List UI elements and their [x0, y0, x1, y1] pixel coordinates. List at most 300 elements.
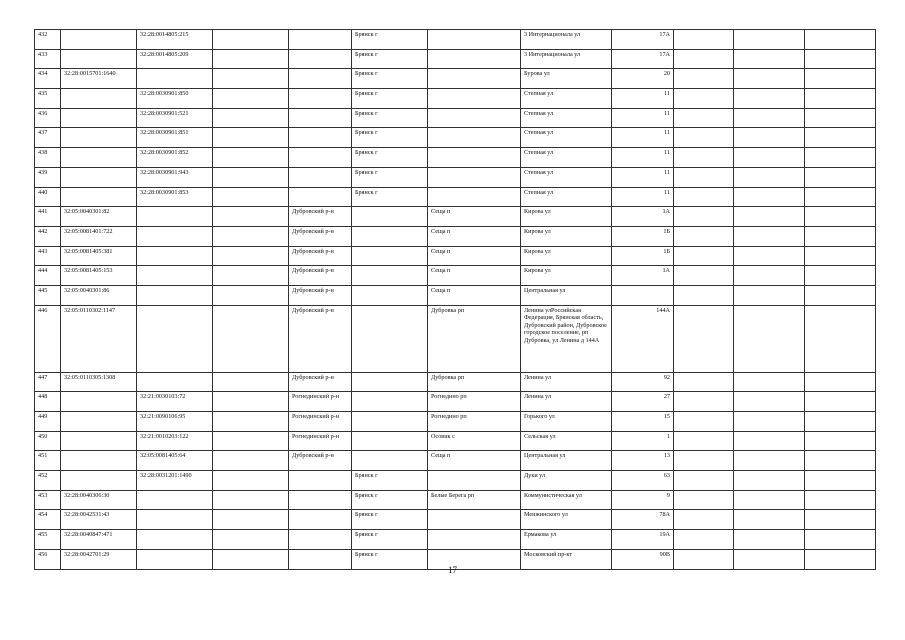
empty-cell	[734, 167, 805, 187]
house-number-cell: 1А	[612, 207, 674, 227]
empty-cell	[213, 530, 289, 550]
district-cell: Рогнединский р-н	[289, 431, 352, 451]
cadastral-number-cell: 32:05:0081401:722	[61, 226, 137, 246]
empty-cell	[805, 471, 876, 491]
building-cadastral-number-cell: 32:28:0030901:853	[137, 187, 213, 207]
building-cadastral-number-cell: 32:28:0031201:1490	[137, 471, 213, 491]
empty-cell	[734, 246, 805, 266]
district-cell: Рогнединский р-н	[289, 392, 352, 412]
empty-cell	[213, 187, 289, 207]
empty-cell	[674, 69, 734, 89]
empty-cell	[213, 372, 289, 392]
house-number-cell: 78А	[612, 510, 674, 530]
empty-cell	[805, 431, 876, 451]
empty-cell	[213, 285, 289, 305]
empty-cell	[213, 30, 289, 50]
empty-cell	[213, 266, 289, 286]
empty-cell	[674, 49, 734, 69]
empty-cell	[213, 305, 289, 372]
registry-table	[34, 29, 876, 570]
table-row	[35, 226, 876, 246]
cadastral-number-cell: 32:28:0042531:43	[61, 510, 137, 530]
district-cell	[289, 108, 352, 128]
empty-cell	[674, 431, 734, 451]
empty-cell	[213, 392, 289, 412]
table-row	[35, 471, 876, 491]
district-cell	[289, 30, 352, 50]
house-number-cell: 90В	[612, 549, 674, 569]
building-cadastral-number-cell: 32:21:0030103:72	[137, 392, 213, 412]
settlement-cell: Рогнедино рп	[428, 412, 521, 432]
empty-cell	[674, 207, 734, 227]
street-cell: Горького ул	[521, 412, 612, 432]
empty-cell	[674, 89, 734, 109]
empty-cell	[674, 490, 734, 510]
empty-cell	[734, 108, 805, 128]
empty-cell	[213, 510, 289, 530]
row-number-cell: 432	[35, 30, 61, 50]
street-cell: Кирова ул	[521, 207, 612, 227]
row-number-cell: 433	[35, 49, 61, 69]
empty-cell	[805, 207, 876, 227]
house-number-cell: 17А	[612, 30, 674, 50]
building-cadastral-number-cell: 32:28:0030901:850	[137, 89, 213, 109]
cadastral-number-cell	[61, 412, 137, 432]
empty-cell	[674, 372, 734, 392]
row-number-cell: 442	[35, 226, 61, 246]
table-row	[35, 392, 876, 412]
empty-cell	[213, 148, 289, 168]
district-cell	[289, 69, 352, 89]
cadastral-number-cell: 32:05:0040301:86	[61, 285, 137, 305]
street-cell: Ленина ул	[521, 392, 612, 412]
cadastral-number-cell: 32:28:0040847:471	[61, 530, 137, 550]
street-cell: Степная ул	[521, 187, 612, 207]
table-row	[35, 305, 876, 372]
empty-cell	[805, 226, 876, 246]
empty-cell	[734, 305, 805, 372]
row-number-cell: 440	[35, 187, 61, 207]
cadastral-number-cell	[61, 451, 137, 471]
city-cell: Брянск г	[352, 89, 428, 109]
empty-cell	[734, 226, 805, 246]
settlement-cell	[428, 148, 521, 168]
district-cell	[289, 128, 352, 148]
settlement-cell	[428, 128, 521, 148]
empty-cell	[805, 510, 876, 530]
cadastral-number-cell: 32:05:0081405:153	[61, 266, 137, 286]
empty-cell	[734, 30, 805, 50]
empty-cell	[674, 451, 734, 471]
empty-cell	[213, 108, 289, 128]
empty-cell	[805, 412, 876, 432]
table-row	[35, 266, 876, 286]
empty-cell	[805, 490, 876, 510]
row-number-cell: 443	[35, 246, 61, 266]
cadastral-number-cell	[61, 471, 137, 491]
table-row	[35, 372, 876, 392]
table-row	[35, 167, 876, 187]
building-cadastral-number-cell	[137, 226, 213, 246]
street-cell: Дуки ул	[521, 471, 612, 491]
city-cell	[352, 412, 428, 432]
district-cell: Дубровский р-н	[289, 372, 352, 392]
house-number-cell: 19А	[612, 530, 674, 550]
city-cell	[352, 246, 428, 266]
empty-cell	[734, 510, 805, 530]
cadastral-number-cell: 32:28:0040306:30	[61, 490, 137, 510]
table-body	[35, 30, 876, 570]
street-cell: Московский пр-кт	[521, 549, 612, 569]
table-row	[35, 451, 876, 471]
settlement-cell: Сеща п	[428, 285, 521, 305]
settlement-cell: Сеща п	[428, 226, 521, 246]
table-row	[35, 69, 876, 89]
empty-cell	[734, 412, 805, 432]
building-cadastral-number-cell	[137, 266, 213, 286]
row-number-cell: 438	[35, 148, 61, 168]
district-cell	[289, 89, 352, 109]
empty-cell	[674, 305, 734, 372]
settlement-cell	[428, 69, 521, 89]
street-cell: Центральная ул	[521, 285, 612, 305]
city-cell	[352, 372, 428, 392]
table-row	[35, 510, 876, 530]
city-cell: Брянск г	[352, 49, 428, 69]
empty-cell	[805, 451, 876, 471]
cadastral-number-cell	[61, 108, 137, 128]
row-number-cell: 450	[35, 431, 61, 451]
district-cell: Дубровский р-н	[289, 451, 352, 471]
empty-cell	[805, 89, 876, 109]
building-cadastral-number-cell: 32:28:0030901:851	[137, 128, 213, 148]
building-cadastral-number-cell: 32:05:0081405:64	[137, 451, 213, 471]
street-cell: 3 Интернационала ул	[521, 30, 612, 50]
city-cell	[352, 266, 428, 286]
empty-cell	[213, 89, 289, 109]
row-number-cell: 456	[35, 549, 61, 569]
table-row	[35, 49, 876, 69]
table-row	[35, 207, 876, 227]
house-number-cell	[612, 285, 674, 305]
district-cell	[289, 471, 352, 491]
district-cell	[289, 490, 352, 510]
row-number-cell: 447	[35, 372, 61, 392]
table-row	[35, 128, 876, 148]
settlement-cell	[428, 167, 521, 187]
settlement-cell: Сеща п	[428, 451, 521, 471]
settlement-cell: Дубровка рп	[428, 305, 521, 372]
building-cadastral-number-cell	[137, 207, 213, 227]
cadastral-number-cell: 32:05:0081405:381	[61, 246, 137, 266]
empty-cell	[734, 69, 805, 89]
row-number-cell: 435	[35, 89, 61, 109]
row-number-cell: 446	[35, 305, 61, 372]
settlement-cell	[428, 89, 521, 109]
empty-cell	[805, 148, 876, 168]
settlement-cell	[428, 471, 521, 491]
empty-cell	[805, 246, 876, 266]
empty-cell	[213, 246, 289, 266]
empty-cell	[734, 128, 805, 148]
table-row	[35, 187, 876, 207]
street-cell: Менжинского ул	[521, 510, 612, 530]
house-number-cell: 1Б	[612, 246, 674, 266]
empty-cell	[734, 471, 805, 491]
empty-cell	[805, 530, 876, 550]
city-cell: Брянск г	[352, 510, 428, 530]
table-row	[35, 108, 876, 128]
empty-cell	[734, 89, 805, 109]
settlement-cell: Сеща п	[428, 246, 521, 266]
district-cell	[289, 530, 352, 550]
settlement-cell	[428, 187, 521, 207]
empty-cell	[213, 471, 289, 491]
table-row	[35, 30, 876, 50]
building-cadastral-number-cell: 32:28:0014805:215	[137, 30, 213, 50]
empty-cell	[805, 372, 876, 392]
table-row	[35, 89, 876, 109]
empty-cell	[805, 266, 876, 286]
city-cell	[352, 431, 428, 451]
empty-cell	[674, 148, 734, 168]
cadastral-number-cell: 32:05:0110302:1147	[61, 305, 137, 372]
house-number-cell: 144А	[612, 305, 674, 372]
empty-cell	[674, 392, 734, 412]
empty-cell	[674, 108, 734, 128]
district-cell: Дубровский р-н	[289, 246, 352, 266]
cadastral-number-cell	[61, 392, 137, 412]
empty-cell	[734, 266, 805, 286]
empty-cell	[734, 451, 805, 471]
empty-cell	[805, 285, 876, 305]
street-cell: Центральная ул	[521, 451, 612, 471]
empty-cell	[805, 30, 876, 50]
empty-cell	[805, 392, 876, 412]
street-cell: Степная ул	[521, 167, 612, 187]
building-cadastral-number-cell	[137, 372, 213, 392]
empty-cell	[213, 226, 289, 246]
street-cell: Коммунистическая ул	[521, 490, 612, 510]
settlement-cell: Осовик с	[428, 431, 521, 451]
house-number-cell: 20	[612, 69, 674, 89]
cadastral-number-cell: 32:05:0040301:82	[61, 207, 137, 227]
empty-cell	[805, 305, 876, 372]
settlement-cell	[428, 108, 521, 128]
row-number-cell: 454	[35, 510, 61, 530]
street-cell: Степная ул	[521, 108, 612, 128]
district-cell: Рогнединский р-н	[289, 412, 352, 432]
empty-cell	[674, 128, 734, 148]
house-number-cell: 11	[612, 187, 674, 207]
settlement-cell	[428, 30, 521, 50]
district-cell: Дубровский р-н	[289, 226, 352, 246]
city-cell: Брянск г	[352, 128, 428, 148]
row-number-cell: 451	[35, 451, 61, 471]
empty-cell	[734, 490, 805, 510]
empty-cell	[734, 49, 805, 69]
table-row	[35, 148, 876, 168]
cadastral-number-cell	[61, 49, 137, 69]
table-row	[35, 285, 876, 305]
table-row	[35, 412, 876, 432]
city-cell: Брянск г	[352, 167, 428, 187]
house-number-cell: 1А	[612, 266, 674, 286]
empty-cell	[674, 412, 734, 432]
building-cadastral-number-cell: 32:28:0030901:521	[137, 108, 213, 128]
row-number-cell: 449	[35, 412, 61, 432]
building-cadastral-number-cell: 32:21:0010203:122	[137, 431, 213, 451]
house-number-cell: 13	[612, 451, 674, 471]
empty-cell	[674, 30, 734, 50]
table-row	[35, 246, 876, 266]
district-cell: Дубровский р-н	[289, 305, 352, 372]
empty-cell	[213, 128, 289, 148]
empty-cell	[805, 187, 876, 207]
city-cell: Брянск г	[352, 187, 428, 207]
building-cadastral-number-cell	[137, 305, 213, 372]
building-cadastral-number-cell	[137, 530, 213, 550]
street-cell: Степная ул	[521, 128, 612, 148]
cadastral-number-cell	[61, 89, 137, 109]
house-number-cell: 63	[612, 471, 674, 491]
street-cell: Кирова ул	[521, 266, 612, 286]
city-cell: Брянск г	[352, 148, 428, 168]
row-number-cell: 437	[35, 128, 61, 148]
empty-cell	[213, 412, 289, 432]
empty-cell	[213, 49, 289, 69]
row-number-cell: 445	[35, 285, 61, 305]
cadastral-number-cell	[61, 167, 137, 187]
settlement-cell	[428, 510, 521, 530]
empty-cell	[805, 167, 876, 187]
building-cadastral-number-cell: 32:28:0030901:943	[137, 167, 213, 187]
row-number-cell: 452	[35, 471, 61, 491]
district-cell	[289, 148, 352, 168]
settlement-cell	[428, 49, 521, 69]
cadastral-number-cell: 32:28:0015701:1640	[61, 69, 137, 89]
house-number-cell: 15	[612, 412, 674, 432]
empty-cell	[674, 226, 734, 246]
cadastral-number-cell	[61, 148, 137, 168]
district-cell: Дубровский р-н	[289, 285, 352, 305]
city-cell	[352, 392, 428, 412]
empty-cell	[734, 530, 805, 550]
empty-cell	[805, 49, 876, 69]
empty-cell	[734, 187, 805, 207]
empty-cell	[674, 266, 734, 286]
building-cadastral-number-cell	[137, 69, 213, 89]
page-number: 17	[448, 565, 457, 575]
empty-cell	[213, 207, 289, 227]
cadastral-number-cell	[61, 30, 137, 50]
building-cadastral-number-cell: 32:21:0090106:95	[137, 412, 213, 432]
house-number-cell: 17А	[612, 49, 674, 69]
empty-cell	[734, 372, 805, 392]
district-cell	[289, 49, 352, 69]
building-cadastral-number-cell	[137, 510, 213, 530]
row-number-cell: 439	[35, 167, 61, 187]
empty-cell	[674, 471, 734, 491]
empty-cell	[734, 392, 805, 412]
empty-cell	[674, 530, 734, 550]
city-cell	[352, 207, 428, 227]
house-number-cell: 92	[612, 372, 674, 392]
house-number-cell: 11	[612, 148, 674, 168]
empty-cell	[734, 431, 805, 451]
city-cell: Брянск г	[352, 30, 428, 50]
district-cell	[289, 510, 352, 530]
cadastral-number-cell: 32:05:0110305:1308	[61, 372, 137, 392]
house-number-cell: 1	[612, 431, 674, 451]
building-cadastral-number-cell	[137, 285, 213, 305]
city-cell: Брянск г	[352, 69, 428, 89]
house-number-cell: 27	[612, 392, 674, 412]
district-cell	[289, 167, 352, 187]
row-number-cell: 436	[35, 108, 61, 128]
city-cell: Брянск г	[352, 530, 428, 550]
empty-cell	[674, 510, 734, 530]
empty-cell	[213, 431, 289, 451]
row-number-cell: 455	[35, 530, 61, 550]
cadastral-number-cell	[61, 128, 137, 148]
empty-cell	[213, 167, 289, 187]
city-cell: Брянск г	[352, 108, 428, 128]
row-number-cell: 453	[35, 490, 61, 510]
empty-cell	[674, 246, 734, 266]
empty-cell	[805, 108, 876, 128]
cadastral-number-cell: 32:28:0042701:29	[61, 549, 137, 569]
house-number-cell: 1Б	[612, 226, 674, 246]
city-cell: Брянск г	[352, 490, 428, 510]
house-number-cell: 11	[612, 128, 674, 148]
empty-cell	[213, 69, 289, 89]
street-cell: Кирова ул	[521, 226, 612, 246]
cadastral-number-cell	[61, 431, 137, 451]
street-cell: 3 Интернационала ул	[521, 49, 612, 69]
house-number-cell: 11	[612, 167, 674, 187]
empty-cell	[805, 69, 876, 89]
empty-cell	[213, 490, 289, 510]
street-cell: Кирова ул	[521, 246, 612, 266]
empty-cell	[674, 187, 734, 207]
street-cell: Ленина ул	[521, 372, 612, 392]
street-cell: Бурова ул	[521, 69, 612, 89]
district-cell: Дубровский р-н	[289, 266, 352, 286]
building-cadastral-number-cell: 32:28:0014805:209	[137, 49, 213, 69]
row-number-cell: 448	[35, 392, 61, 412]
empty-cell	[805, 128, 876, 148]
empty-cell	[674, 167, 734, 187]
empty-cell	[213, 451, 289, 471]
row-number-cell: 444	[35, 266, 61, 286]
city-cell	[352, 285, 428, 305]
settlement-cell: Белые Берега рп	[428, 490, 521, 510]
building-cadastral-number-cell	[137, 246, 213, 266]
street-cell: Сельская ул	[521, 431, 612, 451]
house-number-cell: 11	[612, 89, 674, 109]
table-row	[35, 530, 876, 550]
row-number-cell: 441	[35, 207, 61, 227]
district-cell	[289, 187, 352, 207]
empty-cell	[734, 148, 805, 168]
empty-cell	[734, 207, 805, 227]
empty-cell	[734, 285, 805, 305]
settlement-cell	[428, 530, 521, 550]
city-cell: Брянск г	[352, 549, 428, 569]
row-number-cell: 434	[35, 69, 61, 89]
table-row	[35, 490, 876, 510]
